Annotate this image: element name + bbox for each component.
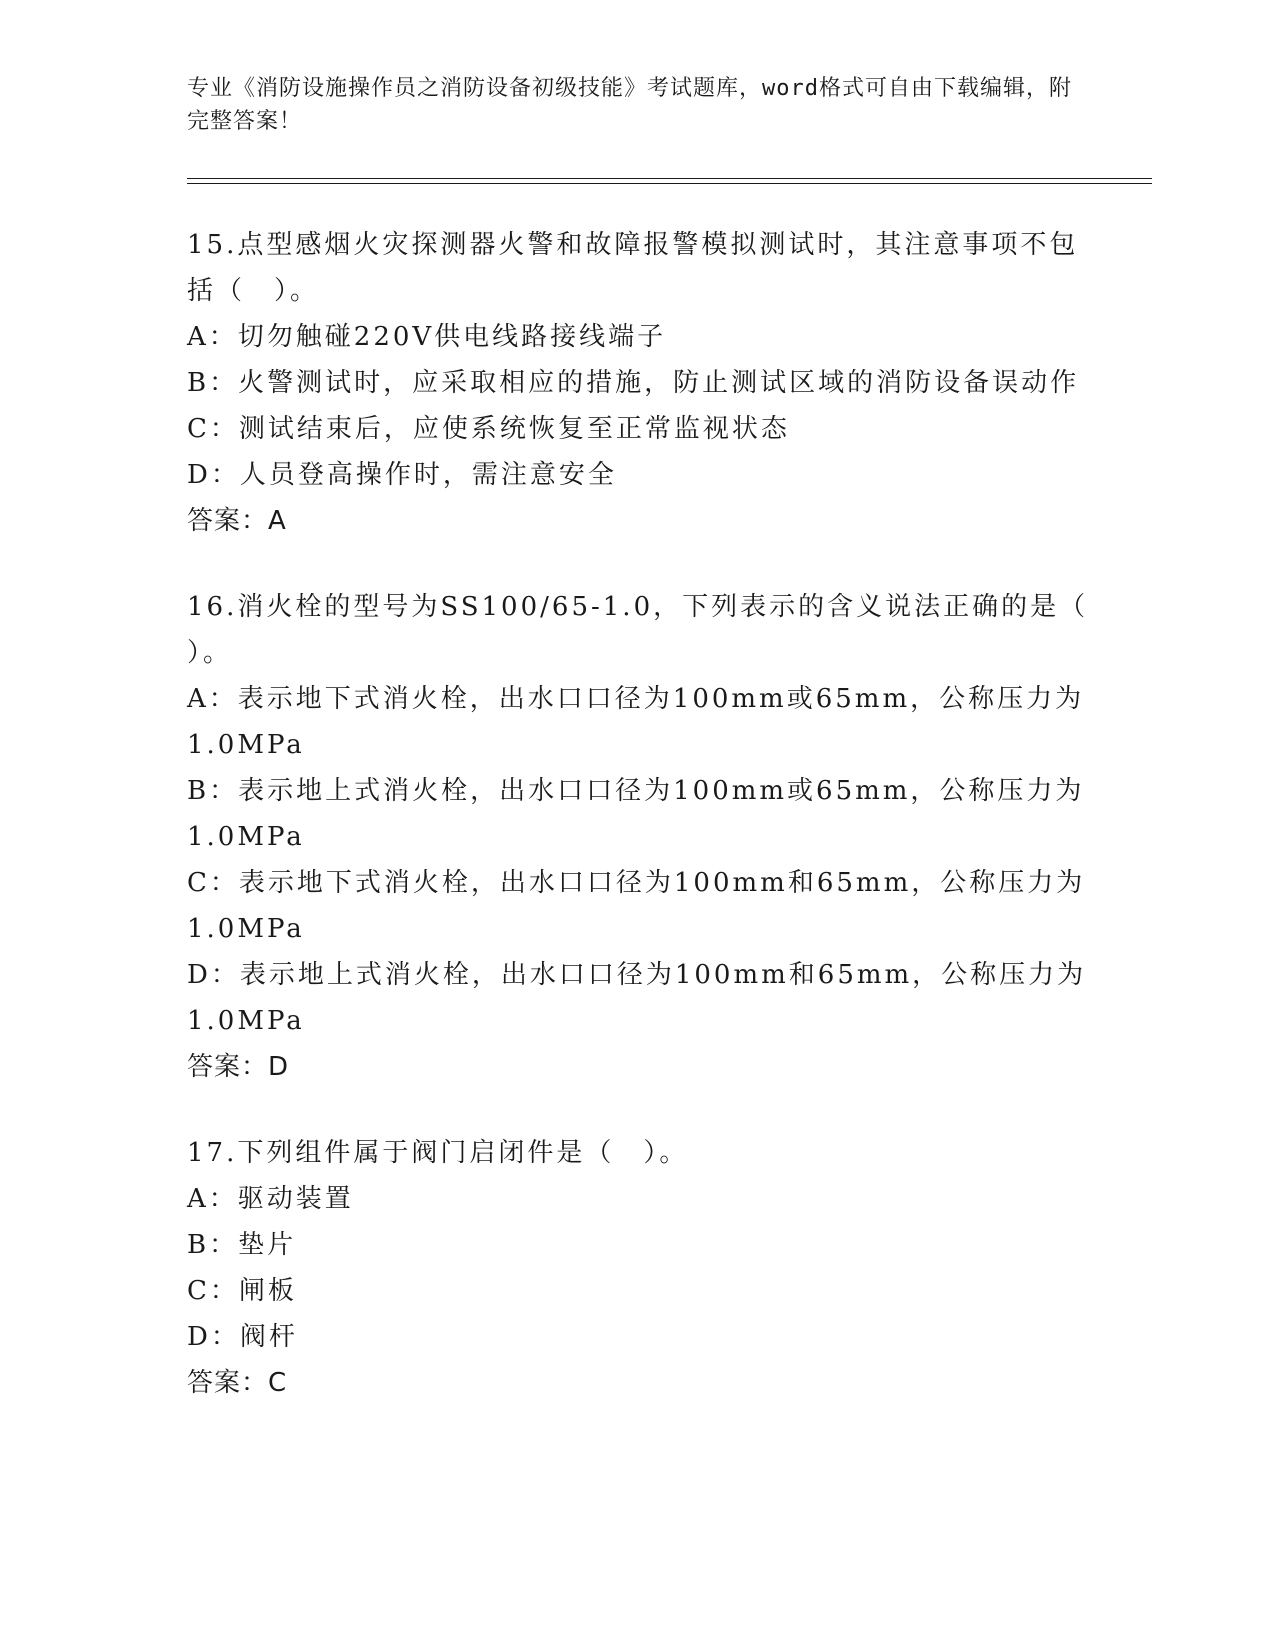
question-stem-line: 17.下列组件属于阀门启闭件是（ ）。	[187, 1138, 689, 1168]
option-a: A：表示地下式消火栓，出水口口径为100mm或65mm，公称压力为	[187, 684, 1085, 714]
option-b: B：垫片	[187, 1230, 297, 1260]
option-d: D：人员登高操作时，需注意安全	[187, 460, 617, 490]
answer-label: 答案：A	[187, 506, 287, 536]
option-b-continuation: 1.0MPa	[187, 822, 305, 852]
option-b: B：火警测试时，应采取相应的措施，防止测试区域的消防设备误动作	[187, 368, 1080, 398]
answer-label: 答案：D	[187, 1052, 290, 1082]
header-line-2: 辑，附完整答案！	[187, 76, 1072, 134]
question-16	[187, 584, 1087, 1090]
option-a: A：切勿触碰220V供电线路接线端子	[187, 322, 667, 352]
option-d: D：阀杆	[187, 1322, 298, 1352]
question-stem-line: 15.点型感烟火灾探测器火警和故障报警模拟测试时，其注意事项不包	[187, 230, 1079, 260]
header-divider-bottom	[187, 183, 1152, 184]
option-b: B：表示地上式消火栓，出水口口径为100mm或65mm，公称压力为	[187, 776, 1085, 806]
option-c: C：表示地下式消火栓，出水口口径为100mm和65mm，公称压力为	[187, 868, 1086, 898]
header-divider-top	[187, 178, 1152, 179]
question-stem-line: 括（ ）。	[187, 276, 320, 306]
question-stem-line: ）。	[187, 638, 233, 668]
question-15	[187, 222, 1087, 544]
option-a-continuation: 1.0MPa	[187, 730, 305, 760]
option-c: C：闸板	[187, 1276, 297, 1306]
option-a: A：驱动装置	[187, 1184, 354, 1214]
option-c-continuation: 1.0MPa	[187, 914, 305, 944]
question-stem-line: 16.消火栓的型号为SS100/65-1.0，下列表示的含义说法正确的是（	[187, 592, 1089, 622]
option-d: D：表示地上式消火栓，出水口口径为100mm和65mm，公称压力为	[187, 960, 1087, 990]
document-header	[187, 72, 1087, 138]
answer-label: 答案：C	[187, 1368, 288, 1398]
header-line-1: 专业《消防设施操作员之消防设备初级技能》考试题库，word格式可自由下载编	[187, 76, 1003, 101]
question-17	[187, 1130, 1087, 1406]
option-c: C：测试结束后，应使系统恢复至正常监视状态	[187, 414, 790, 444]
option-d-continuation: 1.0MPa	[187, 1006, 305, 1036]
